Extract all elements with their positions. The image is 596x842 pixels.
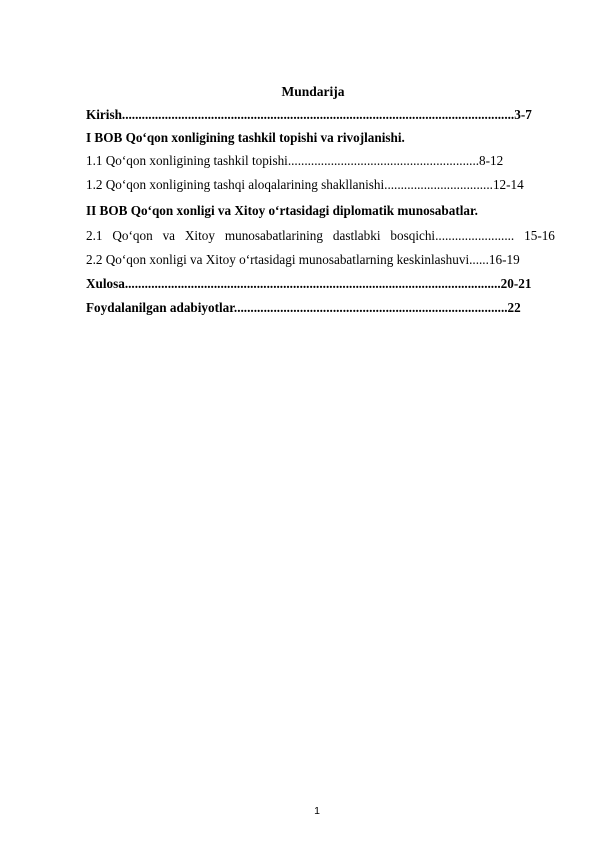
toc-entry-1-1[interactable]: 1.1 Qo‘qon xonligining tashkil topishi..........................................................8-12: [86, 153, 504, 168]
page-title: Mundarija: [281, 84, 345, 99]
toc-chapter-1-heading[interactable]: I BOB Qo‘qon xonligining tashkil topishi va rivojlanishi.: [86, 130, 405, 145]
toc-word: Qo‘qon: [112, 228, 153, 243]
toc-entry-2-1[interactable]: [86, 228, 555, 244]
toc-page-range: 15-16: [524, 228, 555, 243]
toc-word: va: [162, 228, 176, 243]
toc-entry-1-2[interactable]: 1.2 Qo‘qon xonligining tashqi aloqalarining shakllanishi.................................12-14: [86, 177, 524, 192]
toc-word: Xitoy: [184, 228, 215, 243]
toc-word: bosqichi........................: [390, 228, 515, 243]
toc-entry-bibliography[interactable]: Foydalanilgan adabiyotlar...................................................................................22: [86, 300, 521, 315]
toc-word: dastlabki: [332, 228, 381, 243]
toc-chapter-2-heading[interactable]: II BOB Qo‘qon xonligi va Xitoy o‘rtasidagi diplomatik munosabatlar.: [86, 203, 478, 218]
toc-entry-introduction[interactable]: Kirish.......................................................................................................................3-7: [86, 107, 532, 122]
toc-word: 2.1: [86, 228, 103, 243]
toc-entry-2-2[interactable]: 2.2 Qo‘qon xonligi va Xitoy o‘rtasidagi munosabatlarning keskinlashuvi......16-19: [86, 252, 520, 267]
toc-entry-conclusion[interactable]: Xulosa..................................................................................................................20-21: [86, 276, 532, 291]
toc-word: munosabatlarining: [224, 228, 323, 243]
page-number: 1: [314, 805, 320, 817]
